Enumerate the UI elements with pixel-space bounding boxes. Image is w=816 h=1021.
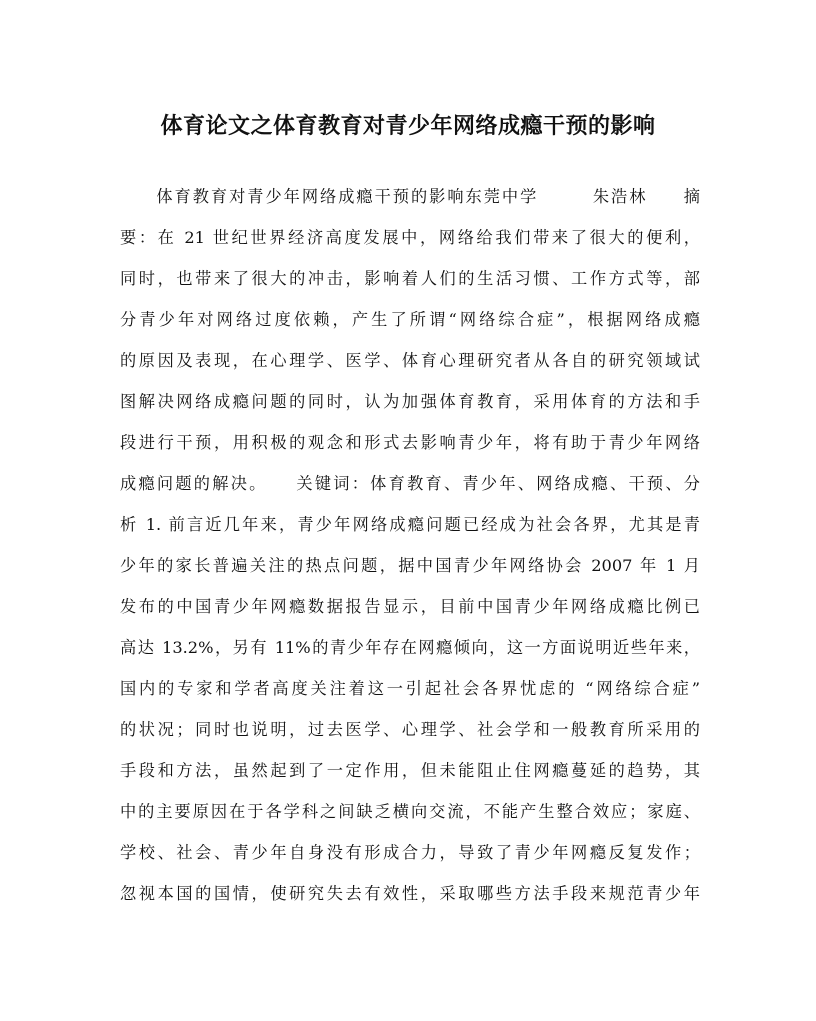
- body-text-line: 分青少年对网络过度依赖，产生了所谓“网络综合症”，根据网络成瘾: [120, 310, 700, 329]
- body-text-line: 要：在 21 世纪世界经济高度发展中，网络给我们带来了很大的便利，: [120, 228, 700, 247]
- body-text-line: 析 1. 前言近几年来，青少年网络成瘾问题已经成为社会各界，尤其是青: [120, 515, 700, 534]
- body-text-line: 国内的专家和学者高度关注着这一引起社会各界忧虑的 “网络综合症”: [120, 679, 700, 698]
- body-text-line: 成瘾问题的解决。 关键词：体育教育、青少年、网络成瘾、干预、分: [120, 474, 700, 493]
- body-text-line: 体育教育对青少年网络成瘾干预的影响东莞中学 朱浩林 摘: [120, 187, 700, 206]
- body-text-line: 发布的中国青少年网瘾数据报告显示，目前中国青少年网络成瘾比例已: [120, 597, 700, 616]
- body-text-line: 段进行干预，用积极的观念和形式去影响青少年，将有助于青少年网络: [120, 433, 700, 452]
- body-text-line: 的原因及表现，在心理学、医学、体育心理研究者从各自的研究领域试: [120, 351, 700, 370]
- body-text-line: 同时，也带来了很大的冲击，影响着人们的生活习惯、工作方式等，部: [120, 269, 700, 288]
- body-text-line: 学校、社会、青少年自身没有形成合力，导致了青少年网瘾反复发作；: [120, 843, 700, 862]
- body-text-line: 中的主要原因在于各学科之间缺乏横向交流，不能产生整合效应；家庭、: [120, 802, 700, 821]
- body-text-line: 的状况；同时也说明，过去医学、心理学、社会学和一般教育所采用的: [120, 720, 700, 739]
- body-text-line: 高达 13.2%，另有 11%的青少年存在网瘾倾向，这一方面说明近些年来，: [120, 638, 700, 657]
- document-title: 体育论文之体育教育对青少年网络成瘾干预的影响: [160, 113, 656, 139]
- document-body: [120, 176, 700, 914]
- body-text-line: 忽视本国的国情，使研究失去有效性，采取哪些方法手段来规范青少年: [120, 884, 700, 903]
- body-text-line: 少年的家长普遍关注的热点问题，据中国青少年网络协会 2007 年 1 月: [120, 556, 700, 575]
- body-text-line: 手段和方法，虽然起到了一定作用，但未能阻止住网瘾蔓延的趋势，其: [120, 761, 700, 780]
- body-text-line: 图解决网络成瘾问题的同时，认为加强体育教育，采用体育的方法和手: [120, 392, 700, 411]
